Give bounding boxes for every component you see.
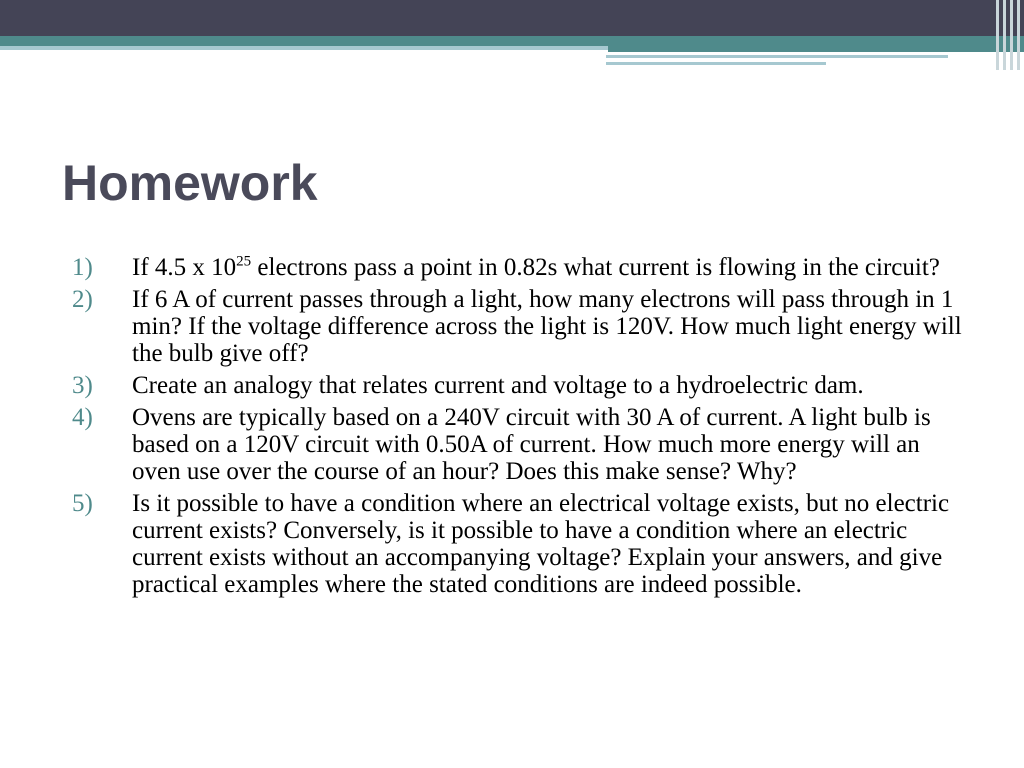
list-number: 4) [72,404,93,431]
list-number: 1) [72,254,93,281]
header-stripe [1017,0,1020,70]
list-item [72,490,972,598]
list-item [72,254,972,281]
header-band-teal [0,36,1024,46]
header-accent-line [606,62,826,65]
header-stripe [1003,0,1006,70]
exponent: 25 [236,253,252,270]
header-band-dark [0,0,1024,36]
list-item [72,404,972,485]
header-stripe [996,0,999,70]
list-item-text: Ovens are typically based on a 240V circuit with 30 A of current. A light bulb is based on a 120V circuit with 0.50A of current. How much more energy will an oven use over the course of an hour? Does this make sense? Why? [132,404,931,485]
header-band-light [0,46,608,50]
header-stripes [994,0,1024,70]
list-number: 2) [72,286,93,313]
list-item-text: If 6 A of current passes through a light, how many electrons will pass through in 1 min? If the voltage difference across the light is 120V. How much light energy will the bulb give off? [132,286,962,367]
header-accent-line [606,55,948,58]
list-item-text [132,254,972,281]
list-number: 5) [72,490,93,517]
header-stripe [1010,0,1013,70]
list-item [72,286,972,367]
item-text-part: electrons pass a point in 0.82s what current is flowing in the circuit? [251,254,940,281]
list-item-text: Is it possible to have a condition where an electrical voltage exists, but no electric current exists? Conversely, is it possible to have a condition where an electric current exists without an accompanying voltage? Explain your answers, and give practical examples where the stated conditions are indeed possible. [132,490,950,598]
item-text-part: If 4.5 x 10 [132,254,237,281]
list-item-text: Create an analogy that relates current and voltage to a hydroelectric dam. [132,372,864,399]
homework-list [72,254,972,603]
list-number: 3) [72,372,93,399]
header-band-teal-right [608,46,1024,52]
slide-title: Homework [62,155,318,211]
list-item [72,372,972,399]
